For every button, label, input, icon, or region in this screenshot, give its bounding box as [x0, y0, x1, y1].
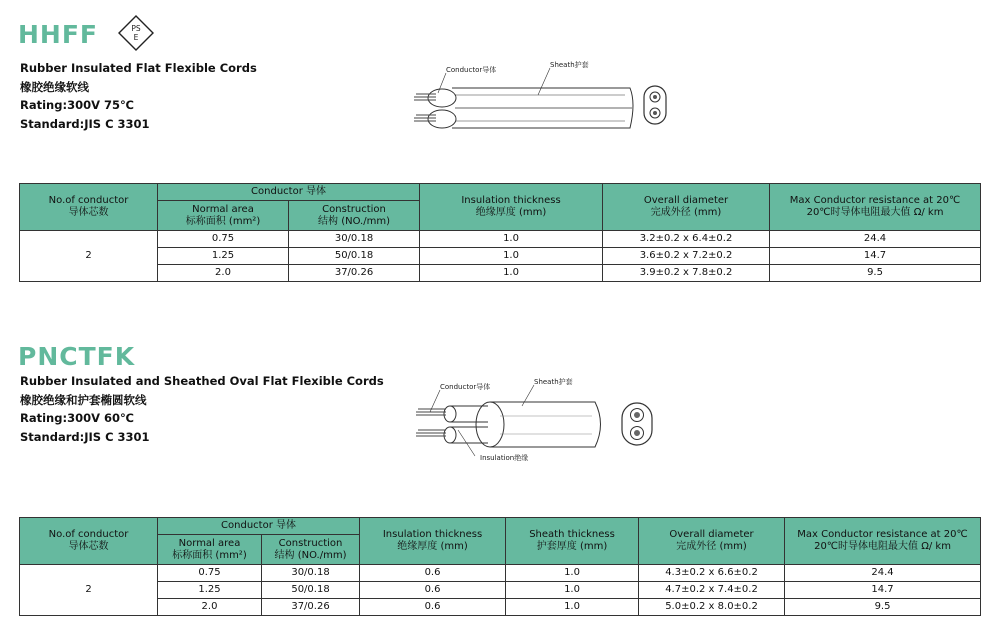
hhff-cable-diagram — [410, 55, 680, 135]
hhff-title: HHFF — [18, 20, 99, 49]
resistance-cell: 9.5 — [770, 265, 981, 282]
insulation-cell: 1.0 — [420, 265, 603, 282]
resistance-cell: 24.4 — [770, 231, 981, 248]
col-header-normal-area: Normal area 标称面积 (mm²) — [158, 201, 289, 231]
col-header-conductors: No.of conductor 导体芯数 — [20, 184, 158, 231]
hhff-standard: Standard:JIS C 3301 — [20, 116, 150, 131]
pnctfk-rating: Rating:300V 60℃ — [20, 411, 134, 425]
col-header-conductors: No.of conductor 导体芯数 — [20, 518, 158, 565]
overall-cell: 3.2±0.2 x 6.4±0.2 — [603, 231, 770, 248]
pnctfk-standard: Standard:JIS C 3301 — [20, 429, 150, 444]
area-cell: 2.0 — [158, 265, 289, 282]
hhff-subtitle-cn: 橡胶绝缘软线 — [20, 79, 89, 94]
pnctfk-title: PNCTFK — [18, 342, 136, 371]
table-row — [20, 582, 981, 599]
overall-cell: 4.3±0.2 x 6.6±0.2 — [639, 565, 785, 582]
area-cell: 1.25 — [158, 248, 289, 265]
pnctfk-sheath-label: Sheath护套 — [534, 378, 573, 386]
hhff-rating: Rating:300V 75℃ — [20, 98, 134, 112]
hhff-conductor-label: Conductor导体 — [446, 66, 497, 74]
construction-cell: 30/0.18 — [262, 565, 360, 582]
pse-mark-icon — [118, 15, 154, 51]
col-header-overall: Overall diameter 完成外径 (mm) — [603, 184, 770, 231]
insulation-cell: 1.0 — [420, 231, 603, 248]
col-header-resistance: Max Conductor resistance at 20℃ 20℃时导体电阻最大值 Ω/ km — [770, 184, 981, 231]
hhff-info — [20, 59, 257, 133]
area-cell: 2.0 — [158, 599, 262, 616]
construction-cell: 37/0.26 — [289, 265, 420, 282]
col-header-construction: Construction 结构 (NO./mm) — [262, 535, 360, 565]
construction-cell: 37/0.26 — [262, 599, 360, 616]
col-header-insulation: Insulation thickness 绝缘厚度 (mm) — [420, 184, 603, 231]
col-header-overall: Overall diameter 完成外径 (mm) — [639, 518, 785, 565]
table-row — [20, 565, 981, 582]
col-header-sheath: Sheath thickness 护套厚度 (mm) — [506, 518, 639, 565]
overall-cell: 4.7±0.2 x 7.4±0.2 — [639, 582, 785, 599]
overall-cell: 3.6±0.2 x 7.2±0.2 — [603, 248, 770, 265]
col-header-construction: Construction 结构 (NO./mm) — [289, 201, 420, 231]
col-header-conductor: Conductor 导体 — [158, 184, 420, 201]
insulation-cell: 0.6 — [360, 599, 506, 616]
col-header-conductor: Conductor 导体 — [158, 518, 360, 535]
pnctfk-cable-diagram — [410, 372, 660, 468]
sheath-cell: 1.0 — [506, 582, 639, 599]
cores-cell: 2 — [20, 231, 158, 282]
sheath-cell: 1.0 — [506, 599, 639, 616]
pnctfk-insulation-label: Insulation绝缘 — [480, 454, 529, 462]
pnctfk-subtitle-en: Rubber Insulated and Sheathed Oval Flat Flexible Cords — [20, 374, 384, 388]
resistance-cell: 24.4 — [785, 565, 981, 582]
table-row — [20, 248, 981, 265]
pnctfk-subtitle-cn: 橡胶绝缘和护套椭圆软线 — [20, 392, 147, 407]
svg-text:E: E — [133, 33, 139, 42]
area-cell: 0.75 — [158, 565, 262, 582]
col-header-normal-area: Normal area 标称面积 (mm²) — [158, 535, 262, 565]
table-row — [20, 231, 981, 248]
table-row — [20, 599, 981, 616]
construction-cell: 30/0.18 — [289, 231, 420, 248]
construction-cell: 50/0.18 — [289, 248, 420, 265]
pnctfk-spec-table — [19, 517, 981, 616]
area-cell: 1.25 — [158, 582, 262, 599]
table-row — [20, 265, 981, 282]
col-header-insulation: Insulation thickness 绝缘厚度 (mm) — [360, 518, 506, 565]
construction-cell: 50/0.18 — [262, 582, 360, 599]
insulation-cell: 0.6 — [360, 565, 506, 582]
svg-text:PS: PS — [131, 24, 141, 33]
resistance-cell: 9.5 — [785, 599, 981, 616]
hhff-spec-table — [19, 183, 981, 282]
insulation-cell: 1.0 — [420, 248, 603, 265]
insulation-cell: 0.6 — [360, 582, 506, 599]
col-header-resistance: Max Conductor resistance at 20℃ 20℃时导体电阻最大值 Ω/ km — [785, 518, 981, 565]
sheath-cell: 1.0 — [506, 565, 639, 582]
hhff-subtitle-en: Rubber Insulated Flat Flexible Cords — [20, 61, 257, 75]
area-cell: 0.75 — [158, 231, 289, 248]
pnctfk-info — [20, 372, 384, 446]
cores-cell: 2 — [20, 565, 158, 616]
pnctfk-conductor-label: Conductor导体 — [440, 383, 491, 391]
hhff-sheath-label: Sheath护套 — [550, 61, 589, 69]
resistance-cell: 14.7 — [785, 582, 981, 599]
resistance-cell: 14.7 — [770, 248, 981, 265]
overall-cell: 3.9±0.2 x 7.8±0.2 — [603, 265, 770, 282]
overall-cell: 5.0±0.2 x 8.0±0.2 — [639, 599, 785, 616]
